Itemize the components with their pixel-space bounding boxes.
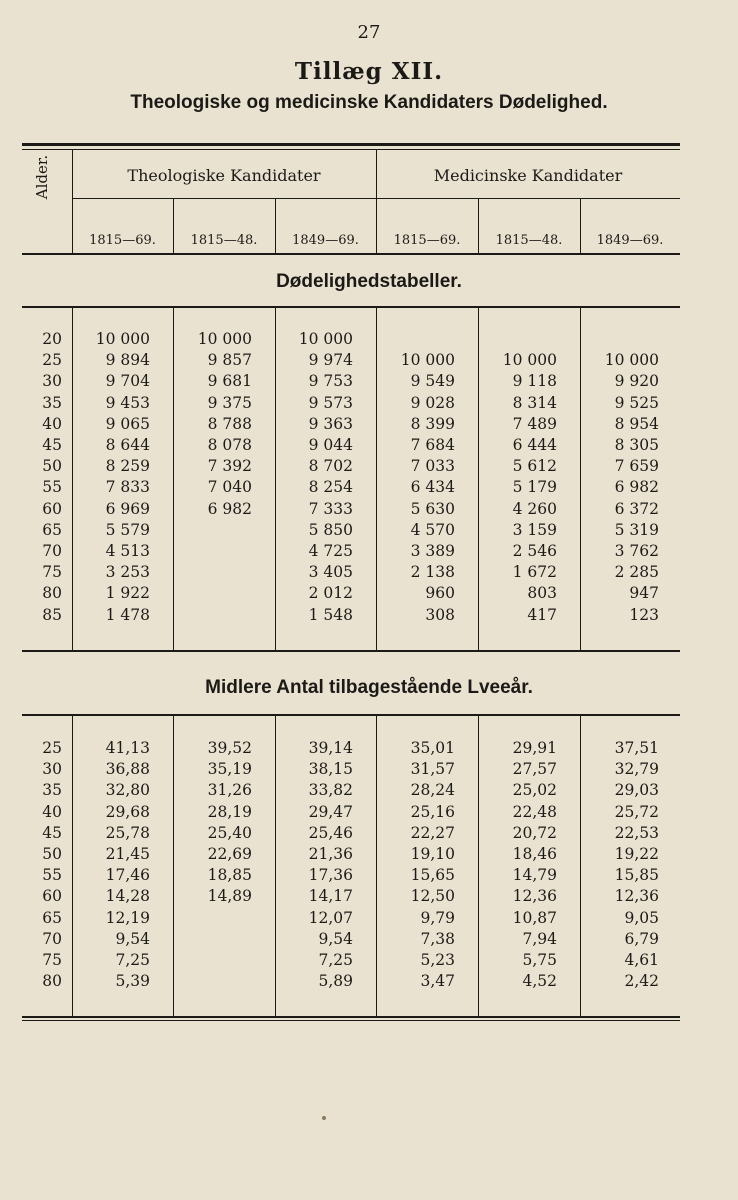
value-cell: 4,61 xyxy=(624,951,659,969)
age-cell: 25 xyxy=(42,351,62,370)
value-cell: 9,54 xyxy=(115,929,150,948)
value-cell: 9 974 xyxy=(308,351,353,370)
value-cell: 8 399 xyxy=(410,414,455,433)
value-cell: 2 546 xyxy=(512,542,557,560)
value-cell: 22,69 xyxy=(207,845,252,863)
value-cell: 14,28 xyxy=(105,887,150,906)
value-cell: 1 922 xyxy=(105,584,150,603)
value-cell: 2,42 xyxy=(624,972,659,991)
value-cell: 28,24 xyxy=(410,781,455,800)
value-cell: 21,45 xyxy=(105,845,150,863)
age-column-header: Alder. xyxy=(33,154,51,200)
value-cell: 7,25 xyxy=(318,951,353,969)
value-cell: 7 489 xyxy=(512,414,557,433)
value-cell: 14,79 xyxy=(512,866,557,885)
value-cell: 15,65 xyxy=(410,866,455,885)
age-cell: 35 xyxy=(42,781,62,800)
value-cell: 9 920 xyxy=(614,372,659,391)
value-cell: 6 444 xyxy=(512,436,557,454)
value-cell: 31,57 xyxy=(410,760,455,779)
value-cell: 9 753 xyxy=(308,372,353,391)
age-cell: 80 xyxy=(42,584,62,603)
age-cell: 70 xyxy=(42,542,62,560)
value-cell: 7,94 xyxy=(522,929,557,948)
age-cell: 85 xyxy=(42,605,62,624)
value-cell: 4 570 xyxy=(410,520,455,539)
value-cell: 18,46 xyxy=(512,845,557,863)
value-cell: 5,23 xyxy=(420,951,455,969)
value-cell: 9,54 xyxy=(318,929,353,948)
age-cell: 45 xyxy=(42,823,62,842)
value-cell: 7 333 xyxy=(308,499,353,518)
group-header-theological: Theologiske Kandidater xyxy=(127,166,321,185)
value-cell: 7 684 xyxy=(410,436,455,454)
page-subtitle: Theologiske og medicinske Kandidaters Dødelighed. xyxy=(130,92,608,113)
value-cell: 14,17 xyxy=(308,887,353,906)
table-row xyxy=(0,971,738,992)
value-cell: 960 xyxy=(425,584,455,603)
value-cell: 5 630 xyxy=(410,499,455,518)
value-cell: 8 078 xyxy=(207,436,252,454)
page-title: Tillæg XII. xyxy=(294,58,444,85)
table-row xyxy=(0,950,738,971)
value-cell: 10 000 xyxy=(197,330,252,348)
value-cell: 39,14 xyxy=(308,739,353,757)
table-row xyxy=(0,823,738,844)
value-cell: 5 319 xyxy=(614,520,659,539)
value-cell: 7 833 xyxy=(105,478,150,497)
table-row xyxy=(0,929,738,950)
value-cell: 32,79 xyxy=(614,760,659,779)
value-cell: 2 012 xyxy=(308,584,353,603)
section-title-life-expectancy: Midlere Antal tilbagestående Lveeår. xyxy=(205,677,533,698)
value-cell: 18,85 xyxy=(207,866,252,885)
value-cell: 10 000 xyxy=(502,351,557,370)
value-cell: 25,16 xyxy=(410,802,455,821)
group-header-medical: Medicinske Kandidater xyxy=(433,166,623,185)
age-cell: 55 xyxy=(42,866,62,885)
value-cell: 803 xyxy=(527,584,557,603)
value-cell: 31,26 xyxy=(207,781,252,800)
age-cell: 25 xyxy=(42,739,62,757)
value-cell: 25,40 xyxy=(207,823,252,842)
value-cell: 7 033 xyxy=(410,457,455,476)
value-cell: 8 314 xyxy=(512,393,557,412)
value-cell: 9 549 xyxy=(410,372,455,391)
table-row xyxy=(0,541,738,562)
value-cell: 1 672 xyxy=(512,563,557,582)
value-cell: 7,38 xyxy=(420,929,455,948)
value-cell: 19,10 xyxy=(410,845,455,863)
header-top-rule xyxy=(22,143,680,146)
value-cell: 5 850 xyxy=(308,520,353,539)
table-row xyxy=(0,350,738,371)
value-cell: 6 969 xyxy=(105,499,150,518)
value-cell: 15,85 xyxy=(614,866,659,885)
value-cell: 35,19 xyxy=(207,760,252,779)
value-cell: 2 138 xyxy=(410,563,455,582)
section2-bottom-rule xyxy=(22,714,680,716)
value-cell: 25,02 xyxy=(512,781,557,800)
age-cell: 65 xyxy=(42,908,62,927)
value-cell: 7 659 xyxy=(614,457,659,476)
table-row xyxy=(0,759,738,780)
value-cell: 5 179 xyxy=(512,478,557,497)
age-cell: 45 xyxy=(42,436,62,454)
value-cell: 2 285 xyxy=(614,563,659,582)
value-cell: 25,72 xyxy=(614,802,659,821)
value-cell: 8 305 xyxy=(614,436,659,454)
value-cell: 3 253 xyxy=(105,563,150,582)
value-cell: 20,72 xyxy=(512,823,557,842)
table-row xyxy=(0,908,738,929)
period-header-med-1: 1815—69. xyxy=(393,233,461,248)
value-cell: 12,36 xyxy=(512,887,557,906)
value-cell: 6,79 xyxy=(624,929,659,948)
table-row xyxy=(0,477,738,498)
value-cell: 19,22 xyxy=(614,845,659,863)
value-cell: 6 434 xyxy=(410,478,455,497)
age-cell: 20 xyxy=(42,330,62,348)
value-cell: 25,78 xyxy=(105,823,150,842)
age-cell: 40 xyxy=(42,802,62,821)
table-row xyxy=(0,738,738,759)
value-cell: 5,39 xyxy=(115,972,150,991)
value-cell: 9 363 xyxy=(308,414,353,433)
table-row xyxy=(0,393,738,414)
value-cell: 10 000 xyxy=(298,330,353,348)
value-cell: 4 260 xyxy=(512,499,557,518)
value-cell: 8 702 xyxy=(308,457,353,476)
value-cell: 10 000 xyxy=(400,351,455,370)
table-row xyxy=(0,371,738,392)
page-number: 27 xyxy=(357,22,381,43)
table-row xyxy=(0,499,738,520)
value-cell: 29,91 xyxy=(512,739,557,757)
period-header-med-2: 1815—48. xyxy=(495,233,563,248)
header-bottom-rule xyxy=(22,253,680,255)
value-cell: 28,19 xyxy=(207,802,252,821)
table-end-rule-thin xyxy=(22,1020,680,1021)
table-row xyxy=(0,520,738,541)
value-cell: 12,07 xyxy=(308,908,353,927)
value-cell: 9 375 xyxy=(207,393,252,412)
age-cell: 40 xyxy=(42,414,62,433)
value-cell: 8 644 xyxy=(105,436,150,454)
period-header-theol-2: 1815—48. xyxy=(190,233,258,248)
age-cell: 75 xyxy=(42,563,62,582)
value-cell: 6 372 xyxy=(614,499,659,518)
value-cell: 6 982 xyxy=(207,499,252,518)
value-cell: 3 405 xyxy=(308,563,353,582)
value-cell: 8 788 xyxy=(207,414,252,433)
value-cell: 29,68 xyxy=(105,802,150,821)
value-cell: 22,48 xyxy=(512,802,557,821)
value-cell: 9 065 xyxy=(105,414,150,433)
table-row xyxy=(0,583,738,604)
age-cell: 30 xyxy=(42,372,62,391)
value-cell: 1 548 xyxy=(308,605,353,624)
value-cell: 8 259 xyxy=(105,457,150,476)
value-cell: 25,46 xyxy=(308,823,353,842)
value-cell: 9 573 xyxy=(308,393,353,412)
period-header-med-3: 1849—69. xyxy=(596,233,664,248)
value-cell: 41,13 xyxy=(105,739,150,757)
value-cell: 10 000 xyxy=(95,330,150,348)
section1-bottom-rule xyxy=(22,306,680,308)
value-cell: 417 xyxy=(527,605,557,624)
age-cell: 30 xyxy=(42,760,62,779)
age-cell: 35 xyxy=(42,393,62,412)
value-cell: 3 762 xyxy=(614,542,659,560)
value-cell: 37,51 xyxy=(614,739,659,757)
paper-speck xyxy=(322,1116,326,1120)
value-cell: 3 159 xyxy=(512,520,557,539)
table-row xyxy=(0,605,738,626)
age-cell: 50 xyxy=(42,457,62,476)
value-cell: 3,47 xyxy=(420,972,455,991)
age-cell: 50 xyxy=(42,845,62,863)
age-cell: 80 xyxy=(42,972,62,991)
value-cell: 12,19 xyxy=(105,908,150,927)
table-row xyxy=(0,780,738,801)
value-cell: 8 254 xyxy=(308,478,353,497)
value-cell: 7,25 xyxy=(115,951,150,969)
value-cell: 4 725 xyxy=(308,542,353,560)
value-cell: 4,52 xyxy=(522,972,557,991)
value-cell: 14,89 xyxy=(207,887,252,906)
value-cell: 9 453 xyxy=(105,393,150,412)
age-cell: 55 xyxy=(42,478,62,497)
value-cell: 22,53 xyxy=(614,823,659,842)
age-cell: 70 xyxy=(42,929,62,948)
value-cell: 5,89 xyxy=(318,972,353,991)
value-cell: 38,15 xyxy=(308,760,353,779)
value-cell: 9,05 xyxy=(624,908,659,927)
table-row xyxy=(0,414,738,435)
age-cell: 65 xyxy=(42,520,62,539)
value-cell: 947 xyxy=(629,584,659,603)
value-cell: 308 xyxy=(425,605,455,624)
age-cell: 75 xyxy=(42,951,62,969)
table-row xyxy=(0,329,738,350)
value-cell: 17,36 xyxy=(308,866,353,885)
value-cell: 29,03 xyxy=(614,781,659,800)
value-cell: 1 478 xyxy=(105,605,150,624)
age-cell: 60 xyxy=(42,887,62,906)
section-title-mortality: Dødelighedstabeller. xyxy=(276,271,462,292)
value-cell: 12,36 xyxy=(614,887,659,906)
value-cell: 9 681 xyxy=(207,372,252,391)
table-row xyxy=(0,802,738,823)
value-cell: 21,36 xyxy=(308,845,353,863)
value-cell: 4 513 xyxy=(105,542,150,560)
table-row xyxy=(0,844,738,865)
table-row xyxy=(0,886,738,907)
header-top-rule-thin xyxy=(22,149,680,150)
value-cell: 5 612 xyxy=(512,457,557,476)
value-cell: 33,82 xyxy=(308,781,353,800)
value-cell: 7 392 xyxy=(207,457,252,476)
value-cell: 36,88 xyxy=(105,760,150,779)
table-row xyxy=(0,456,738,477)
value-cell: 8 954 xyxy=(614,414,659,433)
value-cell: 10 000 xyxy=(604,351,659,370)
section1-end-rule xyxy=(22,650,680,652)
value-cell: 9 044 xyxy=(308,436,353,454)
value-cell: 9 118 xyxy=(512,372,557,391)
value-cell: 9 704 xyxy=(105,372,150,391)
value-cell: 12,50 xyxy=(410,887,455,906)
value-cell: 9 028 xyxy=(410,393,455,412)
value-cell: 10,87 xyxy=(512,908,557,927)
value-cell: 9 894 xyxy=(105,351,150,370)
period-header-theol-1: 1815—69. xyxy=(89,233,156,248)
value-cell: 29,47 xyxy=(308,802,353,821)
value-cell: 5,75 xyxy=(522,951,557,969)
value-cell: 5 579 xyxy=(105,520,150,539)
value-cell: 27,57 xyxy=(512,760,557,779)
age-cell: 60 xyxy=(42,499,62,518)
value-cell: 9 857 xyxy=(207,351,252,370)
value-cell: 6 982 xyxy=(614,478,659,497)
value-cell: 17,46 xyxy=(105,866,150,885)
value-cell: 3 389 xyxy=(410,542,455,560)
table-row xyxy=(0,435,738,456)
value-cell: 35,01 xyxy=(410,739,455,757)
table-row xyxy=(0,562,738,583)
table-end-rule xyxy=(22,1016,680,1018)
value-cell: 32,80 xyxy=(105,781,150,800)
value-cell: 123 xyxy=(629,605,659,624)
value-cell: 22,27 xyxy=(410,823,455,842)
value-cell: 39,52 xyxy=(207,739,252,757)
value-cell: 9 525 xyxy=(614,393,659,412)
value-cell: 9,79 xyxy=(420,908,455,927)
value-cell: 7 040 xyxy=(207,478,252,497)
period-header-theol-3: 1849—69. xyxy=(292,233,359,248)
table-row xyxy=(0,865,738,886)
